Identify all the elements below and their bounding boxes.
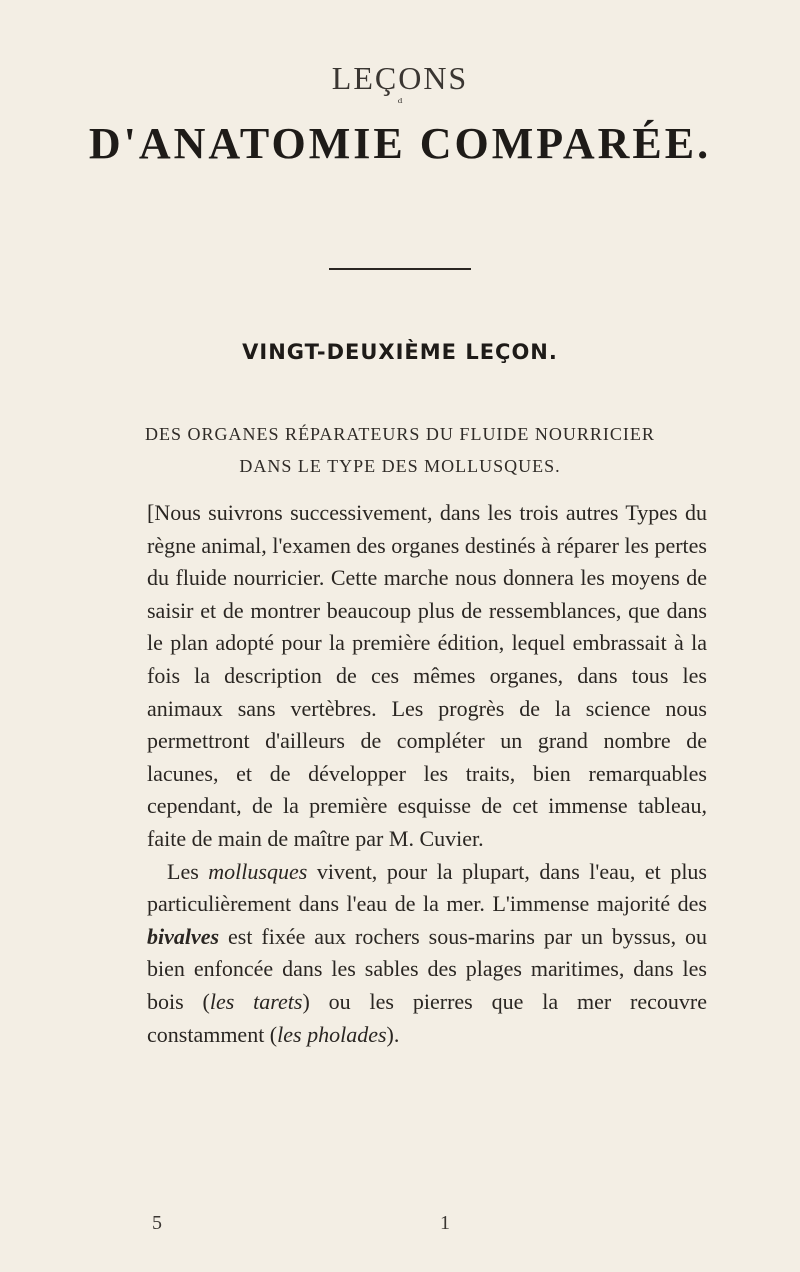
p2-text-b: vivent, pour la plupart, dans l'eau, et plus particulièrement dans l'eau de la mer. L'immense majorité des	[147, 858, 707, 917]
lesson-heading: VINGT-DEUXIÈME LEÇON.	[242, 340, 558, 364]
signature-mark: 5	[152, 1212, 162, 1234]
p2-text-c: est fixée aux rochers sous-marins par un byssus, ou bien enfoncée dans les sables des plages maritimes, dans les bois (	[147, 923, 707, 1014]
p2-tarets: les tarets	[209, 988, 303, 1014]
p2-mollusques: mollusques	[208, 858, 308, 884]
p2-pholades: les pholades	[277, 1021, 387, 1047]
title-lecons: LEÇONS	[331, 60, 469, 96]
title-ornament-mark: ᵈ	[397, 96, 403, 110]
p2-bivalves: bivalves	[147, 923, 220, 949]
subtitle-line-2: DANS LE TYPE DES MOLLUSQUES.	[239, 456, 561, 476]
title-anatomie-comparee: D'ANATOMIE COMPARÉE.	[88, 119, 712, 168]
subtitle-line-1: DES ORGANES RÉPARATEURS DU FLUIDE NOURRICIER	[145, 424, 655, 444]
body-text	[147, 497, 707, 1051]
p2-text-d: ) ou les pierres que la mer recouvre constamment (	[147, 988, 707, 1047]
divider-rule	[329, 268, 471, 270]
page-number: 1	[440, 1212, 450, 1234]
paragraph-1: [Nous suivrons successivement, dans les trois autres Types du règne animal, l'examen des organes destinés à réparer les pertes du fluide nourricier. Cette marche nous donnera les moyens de saisir et de montrer beaucoup plus de ressemblances, que dans le plan adopté pour la première édition, lequel embrassait à la fois la description de ces mêmes organes, dans tous les animaux sans vertèbres. Les progrès de la science nous permettront d'ailleurs de compléter un grand nombre de lacunes, et de développer les traits, bien remarquables cependant, de la première esquisse de cet immense tableau, faite de main de maître par M. Cuvier.	[147, 500, 707, 851]
paragraph-2	[147, 856, 707, 1052]
p2-text-e: ).	[386, 1021, 400, 1047]
p2-text-a: Les	[167, 858, 209, 884]
